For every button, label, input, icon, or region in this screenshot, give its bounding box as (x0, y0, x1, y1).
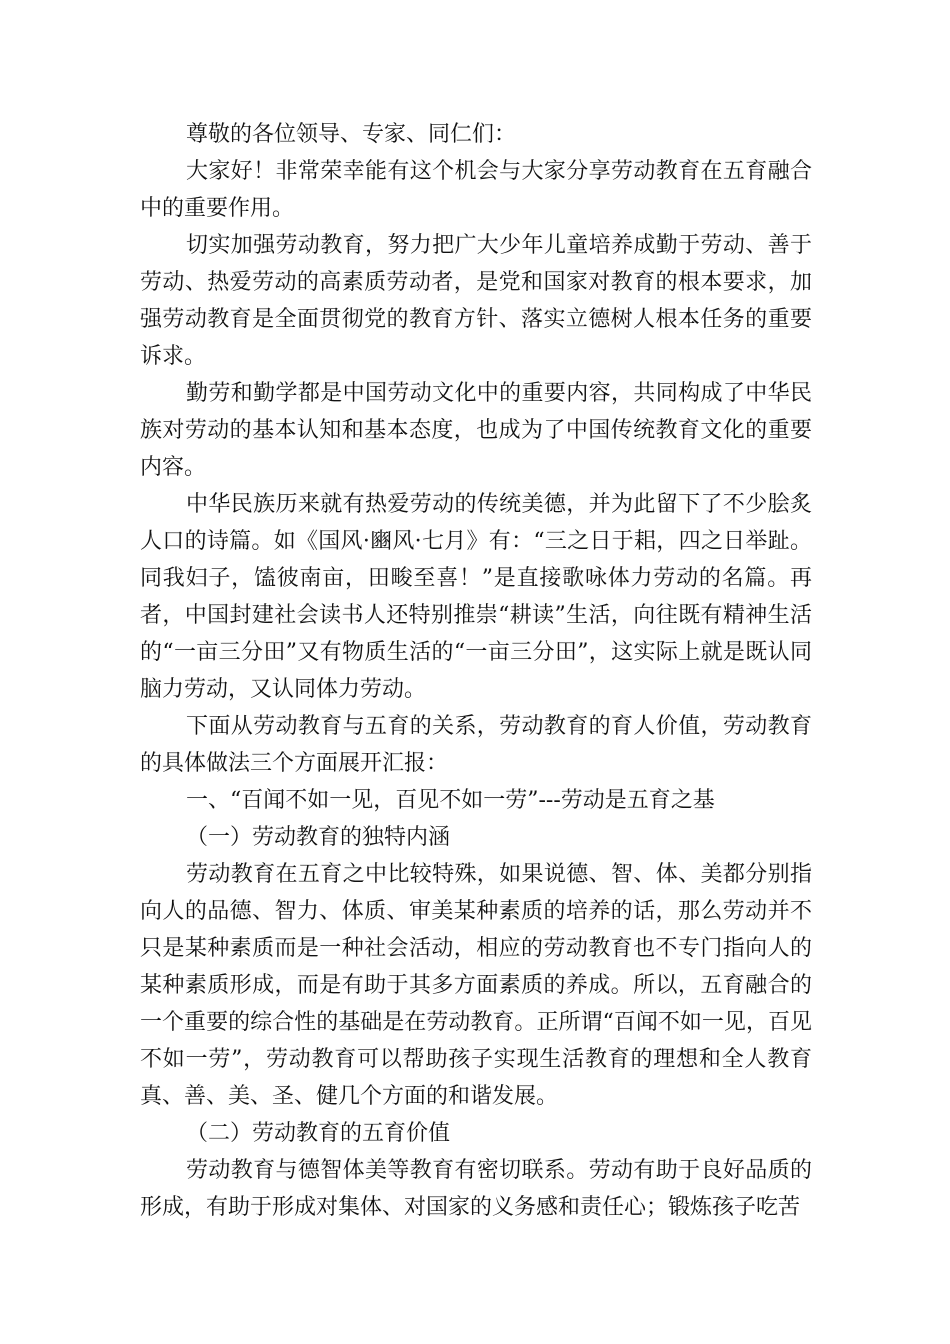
body-paragraph: 切实加强劳动教育，努力把广大少年儿童培养成勤于劳动、善于劳动、热爱劳动的高素质劳动者，是党和国家对教育的根本要求，加强劳动教育是全面贯彻党的教育方针、落实立德树人根本任务的重要诉求。 (140, 233, 812, 369)
subsection-heading: （二）劳动教育的五育价值 (186, 1121, 451, 1146)
section-heading: 一、“百闻不如一见，百见不如一劳”---劳动是五育之基 (186, 788, 715, 813)
salutation-paragraph: 尊敬的各位领导、专家、同仁们： (186, 122, 517, 147)
greeting-paragraph: 大家好！非常荣幸能有这个机会与大家分享劳动教育在五育融合中的重要作用。 (140, 159, 812, 221)
body-paragraph: 劳动教育在五育之中比较特殊，如果说德、智、体、美都分别指向人的品德、智力、体质、审美某种素质的培养的话，那么劳动并不只是某种素质而是一种社会活动，相应的劳动教育也不专门指向人的某种素质形成，而是有助于其多方面素质的养成。所以，五育融合的一个重要的综合性的基础是在劳动教育。正所谓“百闻不如一见，百见不如一劳”，劳动教育可以帮助孩子实现生活教育的理想和全人教育真、善、美、圣、健几个方面的和谐发展。 (140, 862, 812, 1109)
subsection-heading: （一）劳动教育的独特内涵 (186, 825, 451, 850)
body-paragraph: 劳动教育与德智体美等教育有密切联系。劳动有助于良好品质的形成，有助于形成对集体、对国家的义务感和责任心；锻炼孩子吃苦 (140, 1158, 812, 1220)
document-body (140, 116, 812, 1226)
body-paragraph: 中华民族历来就有热爱劳动的传统美德，并为此留下了不少脍炙人口的诗篇。如《国风·豳风·七月》有：“三之日于耜，四之日举趾。同我妇子，馌彼南亩，田畯至喜！”是直接歌咏体力劳动的名篇。再者，中国封建社会读书人还特别推崇“耕读”生活，向往既有精神生活的“一亩三分田”又有物质生活的“一亩三分田”，这实际上就是既认同脑力劳动，又认同体力劳动。 (140, 492, 812, 702)
body-paragraph: 下面从劳动教育与五育的关系，劳动教育的育人价值，劳动教育的具体做法三个方面展开汇报： (140, 714, 812, 776)
body-paragraph: 勤劳和勤学都是中国劳动文化中的重要内容，共同构成了中华民族对劳动的基本认知和基本态度，也成为了中国传统教育文化的重要内容。 (140, 381, 812, 480)
